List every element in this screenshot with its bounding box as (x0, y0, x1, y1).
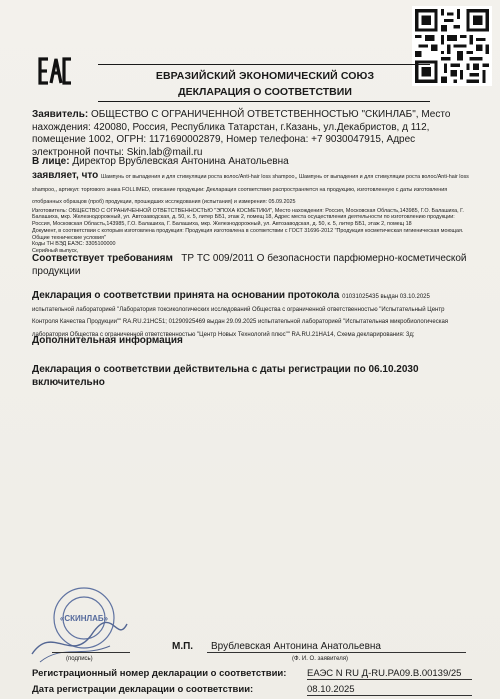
protocol-text: 01031025435 выдан 03.10.2025 испытательной лабораторией "Лаборатория токсикологических исследований Общества с ограниченной ответственностью "Испытательный Центр Контроля Качества Продукции"" RA.RU.21НС51; 01290925469 выдан 29.09.2025 испытательной лабораторией "Испытательная микробиологическая лаборатория Общества с ограниченной ответственностью "Центр Новых Технологий плюс"" RA.RU.21НА14, Схема декларирования: 3д; (32, 294, 449, 338)
applicant-label: Заявитель: (32, 109, 89, 120)
requirements-section (32, 253, 472, 278)
registration-number-label: Регистрационный номер декларации о соответствии: (32, 668, 287, 679)
seal-text: «СКИНЛАБ» (59, 614, 109, 623)
mp-label: М.П. (172, 641, 194, 652)
represented-label: В лице: (32, 156, 70, 167)
signature-row (32, 641, 472, 653)
document-basis-text: Документ, в соответствии с которым изготовлена продукция: Продукция изготовлена в соответствии с ГОСТ 31696-2012 "Продукция косметическая гигиеническая моющая. Общие технические условия" (32, 227, 464, 241)
registration-date-row (32, 684, 472, 698)
signature-line (52, 641, 130, 653)
declares-label: заявляет, что (32, 170, 99, 181)
represented-section (32, 156, 472, 169)
tn-ved-codes: Коды ТН ВЭД ЕАЭС: 3305100000 (32, 241, 116, 248)
requirements-label: Соответствует требованиям (32, 253, 173, 264)
sign-caption: (подпись) (66, 656, 93, 662)
registration-date-label: Дата регистрации декларации о соответствии: (32, 684, 254, 695)
additional-label: Дополнительная информация (32, 335, 183, 346)
registration-number-row (32, 668, 472, 682)
additional-section (32, 335, 472, 348)
registration-number: ЕАЭС N RU Д-RU.РА09.В.00139/25 (307, 668, 472, 680)
declares-section (32, 170, 472, 255)
eac-logo-icon (38, 56, 72, 86)
registration-date: 08.10.2025 (307, 684, 472, 696)
document-title: ДЕКЛАРАЦИЯ О СООТВЕТСТВИИ (178, 86, 352, 98)
requirements-text: ТР ТС 009/2011 О безопасности парфюмерно-косметической продукции (32, 253, 467, 277)
union-title: ЕВРАЗИЙСКИЙ ЭКОНОМИЧЕСКИЙ СОЮЗ (155, 70, 375, 82)
applicant-section (32, 109, 472, 159)
applicant-text: ОБЩЕСТВО С ОГРАНИЧЕННОЙ ОТВЕТСТВЕННОСТЬЮ "СКИНЛАБ", Место нахождения: 420080, Россия, Республика Татарстан, г.Казань, ул.Декабристов, д 112, помещение 1002, ОГРН: 1171690002879, Номер телефона: +7 9030047915, Адрес электронной почты: Skin.lab@mail.ru (32, 109, 451, 158)
applicant-name: Врублевская Антонина Анатольевна (207, 641, 466, 653)
serial-text: Серийный выпуск, (32, 248, 79, 255)
protocol-section (32, 290, 472, 340)
protocol-label: Декларация о соответствии принята на основании протокола (32, 290, 340, 301)
represented-text: Директор Врублевская Антонина Анатольевна (72, 156, 289, 167)
name-caption: (Ф. И. О. заявителя) (292, 656, 348, 662)
declares-text: Шампунь от выпадения и для стимуляции роста волос/Anti-hair loss shampoo,, Шампунь от выпадения и для стимуляции роста волос/Anti-hair loss shampoo,, артикул: торгового знака FOLLIMED, описание продукции: Декларация соответствия распространяется на продукцию, изготовленную с даты изготовления отобранных образцов (проб) продукции, прошедших исследования (испытания) и измерения: 05.09.2025 (32, 174, 469, 205)
manufacturer-text: Изготовитель: ОБЩЕСТВО С ОГРАНИЧЕННОЙ ОТВЕТСТВЕННОСТЬЮ "ЭПОХА КОСМЕТИКИ", Место нахождения: Россия, Московская Область,143985, Г.О. Балашиха, Г. Балашиха, мкр. Железнодорожный, ул. Автозаводская, д. 50, к. 5, литер ББ1, этаж 2, помещ 18, Адрес места осуществления деятельности по изготовлению продукции: Россия, Московская Область,143985, Г.О. Балашиха, Г. Балашиха, мкр. Железнодорожный, ул. Автозаводская, д. 50, к. 5, литер ББ1, этаж 2, помещ 18 (32, 207, 464, 228)
validity-text: Декларация о соответствии действительна с даты регистрации по 06.10.2030 включительно (32, 364, 419, 388)
